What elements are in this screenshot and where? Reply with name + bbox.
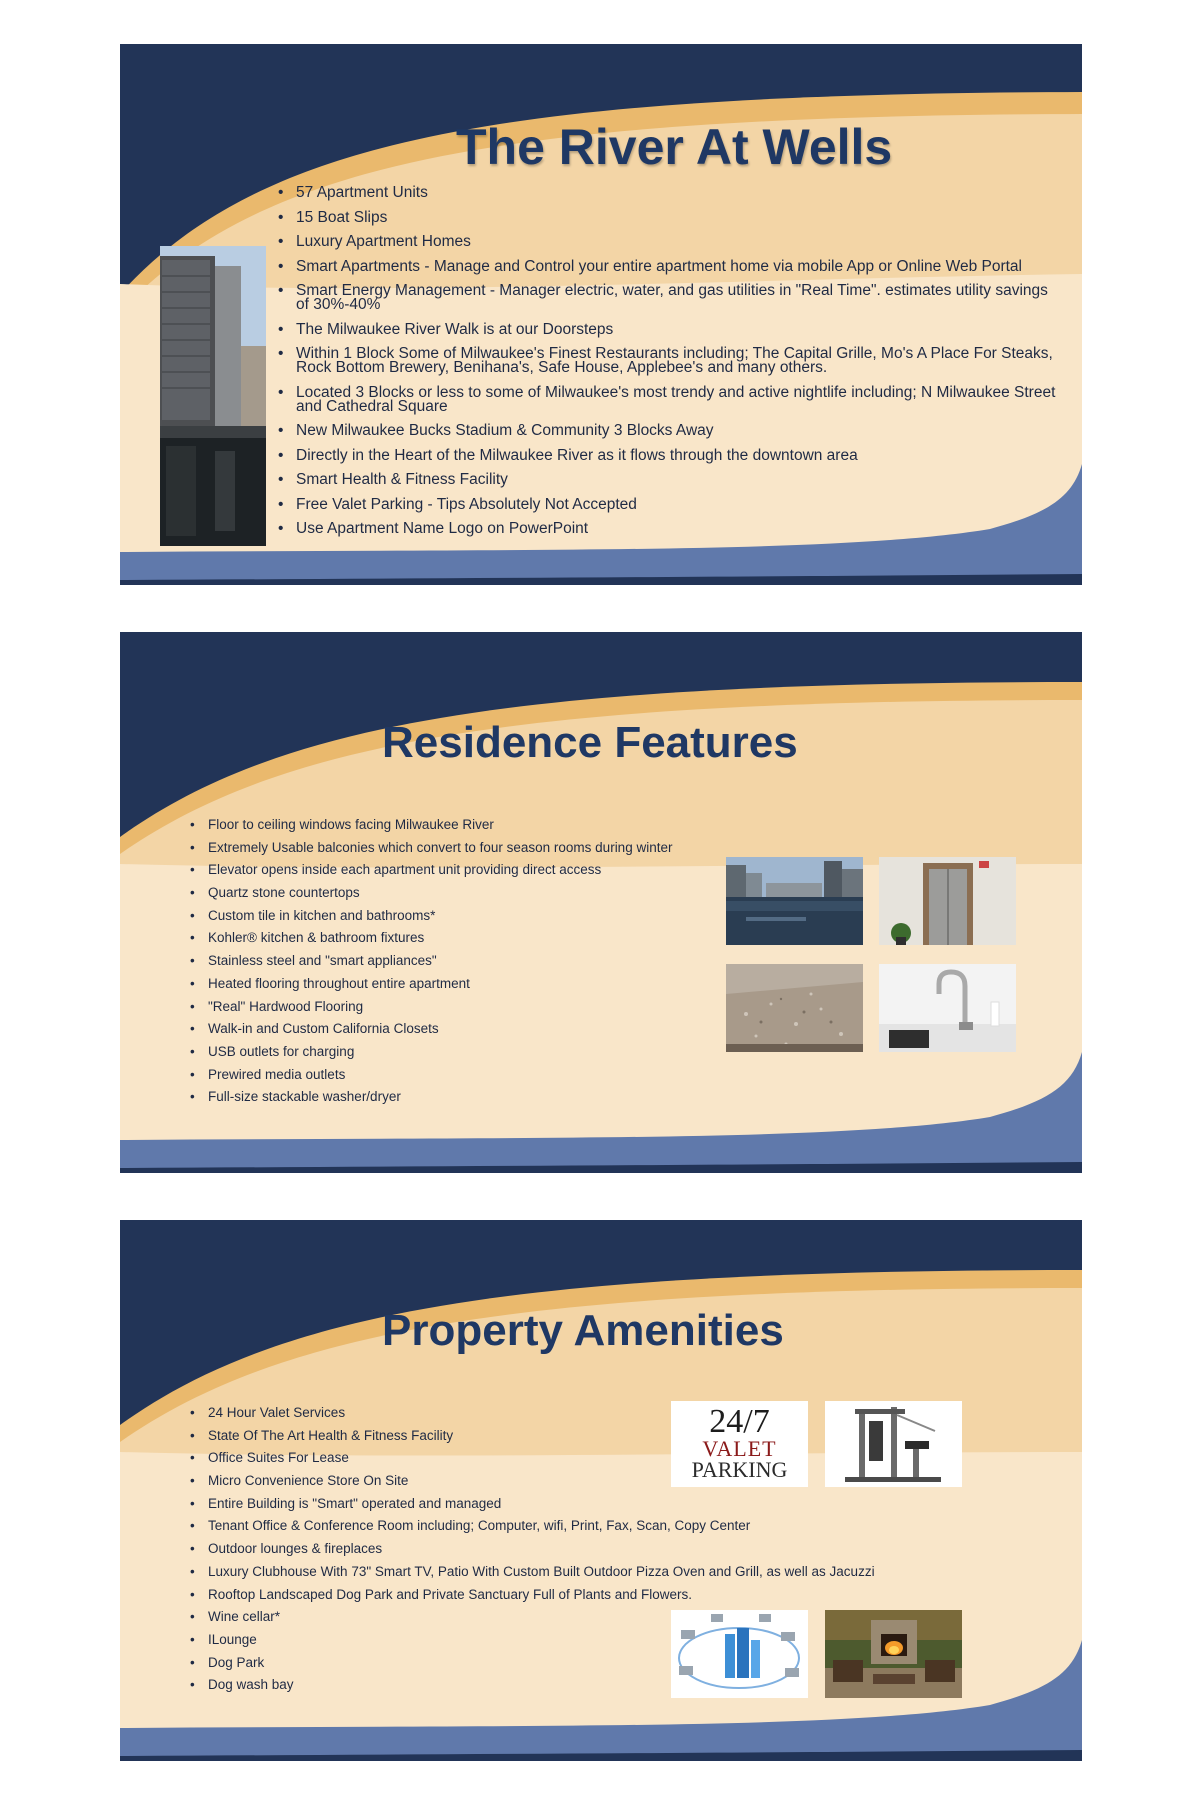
list-item: • Directly in the Heart of the Milwaukee River as it flows through the downtown area (278, 449, 1063, 463)
slide-title: The River At Wells (456, 119, 893, 175)
list-item: • Quartz stone countertops (190, 885, 720, 901)
list-item: • Dog Park (190, 1655, 910, 1671)
list-item: • Elevator opens inside each apartment unit providing direct access (190, 862, 720, 878)
valet-logo-valet: VALET (702, 1436, 777, 1461)
valet-parking-logo (671, 1401, 808, 1487)
list-item: • Smart Energy Management - Manager electric, water, and gas utilities in "Real Time". estimates utility savings of 30%-40% (278, 284, 1063, 312)
list-item: • New Milwaukee Bucks Stadium & Community 3 Blocks Away (278, 424, 1063, 438)
list-item: • Extremely Usable balconies which convert to four season rooms during winter (190, 840, 720, 856)
elevator-photo (879, 857, 1016, 945)
list-item: • Heated flooring throughout entire apartment (190, 976, 720, 992)
list-item: • Walk-in and Custom California Closets (190, 1021, 720, 1037)
list-item: • 24 Hour Valet Services (190, 1405, 910, 1421)
list-item: • USB outlets for charging (190, 1044, 720, 1060)
list-item: • Stainless steel and "smart appliances" (190, 953, 720, 969)
list-item: • Floor to ceiling windows facing Milwaukee River (190, 817, 720, 833)
slide-title: Property Amenities (382, 1306, 784, 1355)
list-item: • State Of The Art Health & Fitness Facility (190, 1428, 910, 1444)
feature-list (190, 817, 720, 1112)
list-item: • Kohler® kitchen & bathroom fixtures (190, 930, 720, 946)
feature-list (278, 186, 1063, 547)
list-item: • Rooftop Landscaped Dog Park and Private Sanctuary Full of Plants and Flowers. (190, 1587, 910, 1603)
list-item: • Smart Health & Fitness Facility (278, 473, 1063, 487)
list-item: • Free Valet Parking - Tips Absolutely Not Accepted (278, 498, 1063, 512)
outdoor-fireplace-photo (825, 1610, 962, 1698)
slide-property-amenities (120, 1220, 1082, 1761)
faucet-photo (879, 964, 1016, 1052)
list-item: • Dog wash bay (190, 1677, 910, 1693)
list-item: • Within 1 Block Some of Milwaukee's Finest Restaurants including; The Capital Grille, Mo's A Place For Steaks, Rock Bottom Brewery, Benihana's, Safe House, Applebee's and many others. (278, 347, 1063, 375)
list-item: • Prewired media outlets (190, 1067, 720, 1083)
building-photo (160, 246, 266, 546)
list-item: • Office Suites For Lease (190, 1450, 910, 1466)
list-item: • Micro Convenience Store On Site (190, 1473, 910, 1489)
list-item: • Use Apartment Name Logo on PowerPoint (278, 522, 1063, 536)
slide-residence-features (120, 632, 1082, 1173)
countertop-photo (726, 964, 863, 1052)
fitness-machine-photo (825, 1401, 962, 1487)
list-item: • Full-size stackable washer/dryer (190, 1089, 720, 1105)
list-item: • 57 Apartment Units (278, 186, 1063, 200)
list-item: • ILounge (190, 1632, 910, 1648)
list-item: • Custom tile in kitchen and bathrooms* (190, 908, 720, 924)
list-item: • "Real" Hardwood Flooring (190, 999, 720, 1015)
list-item: • Wine cellar* (190, 1609, 910, 1625)
valet-logo-parking: PARKING (691, 1457, 788, 1482)
list-item: • Outdoor lounges & fireplaces (190, 1541, 910, 1557)
list-item: • Located 3 Blocks or less to some of Milwaukee's most trendy and active nightlife including; N Milwaukee Street and Cathedral Square (278, 386, 1063, 414)
slide-river-at-wells (120, 44, 1082, 585)
list-item: • Entire Building is "Smart" operated and managed (190, 1496, 910, 1512)
list-item: • Luxury Clubhouse With 73" Smart TV, Patio With Custom Built Outdoor Pizza Oven and Grill, as well as Jacuzzi (190, 1564, 910, 1580)
slide-title: Residence Features (382, 718, 798, 767)
river-photo (726, 857, 863, 945)
list-item: • Tenant Office & Conference Room including; Computer, wifi, Print, Fax, Scan, Copy Center (190, 1518, 910, 1534)
list-item: • Smart Apartments - Manage and Control your entire apartment home via mobile App or Online Web Portal (278, 260, 1063, 274)
list-item: • Luxury Apartment Homes (278, 235, 1063, 249)
list-item: • 15 Boat Slips (278, 211, 1063, 225)
list-item: • The Milwaukee River Walk is at our Doorsteps (278, 323, 1063, 337)
smart-building-graphic (671, 1610, 808, 1698)
valet-logo-hours: 24/7 (709, 1403, 770, 1440)
